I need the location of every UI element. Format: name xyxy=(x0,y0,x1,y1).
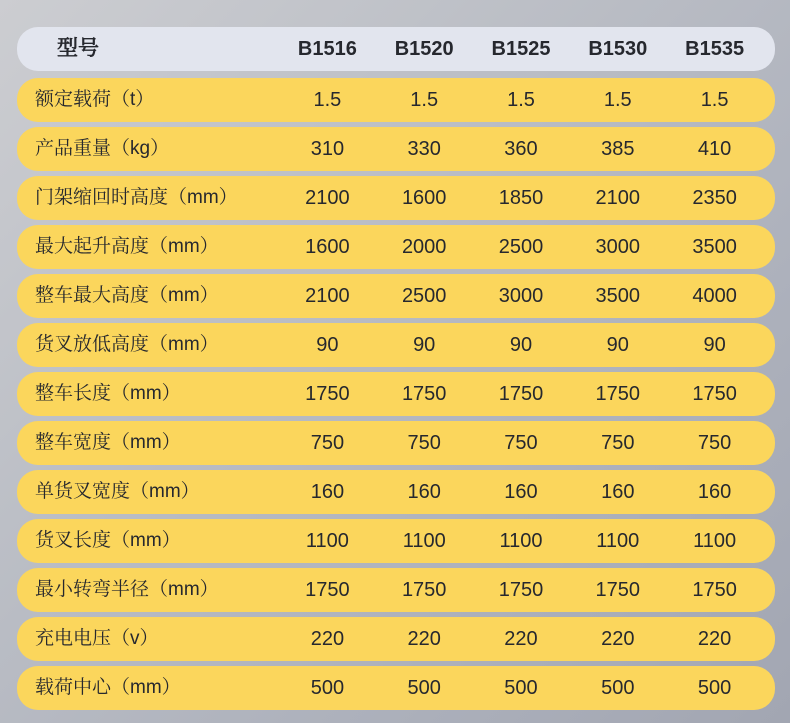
cell-value: 1750 xyxy=(401,383,447,405)
cell-value: 220 xyxy=(697,628,732,650)
table-row xyxy=(17,470,775,514)
cell-value: 1600 xyxy=(305,236,350,258)
cell-value: 220 xyxy=(601,628,635,650)
table-row xyxy=(17,127,775,171)
row-label: 整车最大高度（mm） xyxy=(35,285,219,306)
cell-value: 3000 xyxy=(595,236,641,258)
column-header-b1535: B1535 xyxy=(685,38,745,60)
cell-value: 90 xyxy=(703,334,726,356)
cell-value: 1.5 xyxy=(410,89,439,111)
cell-value: 1750 xyxy=(305,383,350,405)
cell-value: 1.5 xyxy=(700,89,729,111)
cell-value: 2350 xyxy=(692,187,737,209)
row-label: 产品重量（kg） xyxy=(35,138,170,159)
cell-value: 750 xyxy=(310,432,345,454)
cell-value: 1750 xyxy=(498,383,544,405)
row-label: 门架缩回时高度（mm） xyxy=(35,187,238,208)
cell-value: 160 xyxy=(504,481,538,503)
cell-value: 2100 xyxy=(305,187,350,209)
table-row xyxy=(17,421,775,465)
row-label: 单货叉宽度（mm） xyxy=(35,481,200,502)
cell-value: 220 xyxy=(504,628,538,650)
cell-value: 4000 xyxy=(692,285,737,307)
column-header-model: 型号 xyxy=(57,37,99,60)
cell-value: 1.5 xyxy=(603,89,632,111)
cell-value: 1750 xyxy=(595,383,641,405)
column-header-b1525: B1525 xyxy=(491,38,551,60)
cell-value: 220 xyxy=(310,628,345,650)
cell-value: 90 xyxy=(316,334,339,356)
cell-value: 90 xyxy=(413,334,436,356)
cell-value: 90 xyxy=(606,334,629,356)
table-body xyxy=(17,78,790,710)
cell-value: 1750 xyxy=(692,579,737,601)
cell-value: 1750 xyxy=(401,579,447,601)
cell-value: 220 xyxy=(407,628,441,650)
cell-value: 500 xyxy=(407,677,441,699)
table-row xyxy=(17,666,775,710)
row-label: 额定载荷（t） xyxy=(35,89,155,110)
cell-value: 1100 xyxy=(305,530,349,552)
cell-value: 1.5 xyxy=(507,89,535,111)
cell-value: 3000 xyxy=(498,285,544,307)
cell-value: 160 xyxy=(697,481,732,503)
cell-value: 750 xyxy=(504,432,538,454)
row-label: 充电电压（v） xyxy=(35,628,159,649)
table-row xyxy=(17,274,775,318)
cell-value: 500 xyxy=(504,677,538,699)
row-label: 最小转弯半径（mm） xyxy=(35,579,219,600)
column-header-b1516: B1516 xyxy=(297,38,357,60)
cell-value: 1750 xyxy=(595,579,641,601)
cell-value: 1750 xyxy=(498,579,544,601)
row-label: 整车宽度（mm） xyxy=(35,432,181,453)
cell-value: 160 xyxy=(310,481,345,503)
table-row xyxy=(17,323,775,367)
cell-value: 160 xyxy=(601,481,635,503)
table-row xyxy=(17,519,775,563)
table-row xyxy=(17,568,775,612)
cell-value: 1100 xyxy=(499,530,543,552)
cell-value: 160 xyxy=(407,481,441,503)
cell-value: 1850 xyxy=(498,187,544,209)
cell-value: 500 xyxy=(601,677,635,699)
cell-value: 330 xyxy=(407,138,441,160)
table-row xyxy=(17,78,775,122)
cell-value: 1100 xyxy=(402,530,446,552)
cell-value: 750 xyxy=(407,432,441,454)
cell-value: 1750 xyxy=(305,579,350,601)
cell-value: 1100 xyxy=(693,530,737,552)
cell-value: 3500 xyxy=(595,285,641,307)
table-header-row xyxy=(17,27,775,71)
cell-value: 310 xyxy=(310,138,345,160)
cell-value: 2100 xyxy=(595,187,641,209)
table-row xyxy=(17,372,775,416)
cell-value: 410 xyxy=(697,138,732,160)
cell-value: 2100 xyxy=(305,285,350,307)
row-label: 货叉放低高度（mm） xyxy=(35,334,219,355)
row-label: 最大起升高度（mm） xyxy=(35,236,219,257)
row-label: 货叉长度（mm） xyxy=(35,530,181,551)
cell-value: 500 xyxy=(697,677,732,699)
cell-value: 750 xyxy=(601,432,635,454)
cell-value: 2000 xyxy=(401,236,447,258)
cell-value: 3500 xyxy=(692,236,737,258)
cell-value: 2500 xyxy=(401,285,447,307)
cell-value: 1100 xyxy=(596,530,640,552)
cell-value: 360 xyxy=(504,138,538,160)
table-row xyxy=(17,176,775,220)
cell-value: 1.5 xyxy=(313,89,342,111)
column-header-b1530: B1530 xyxy=(588,38,648,60)
table-row xyxy=(17,617,775,661)
cell-value: 500 xyxy=(310,677,345,699)
cell-value: 385 xyxy=(601,138,635,160)
row-label: 载荷中心（mm） xyxy=(35,677,181,698)
cell-value: 1600 xyxy=(401,187,447,209)
row-label: 整车长度（mm） xyxy=(35,383,181,404)
cell-value: 2500 xyxy=(498,236,544,258)
table-row xyxy=(17,225,775,269)
cell-value: 1750 xyxy=(692,383,737,405)
cell-value: 90 xyxy=(509,334,533,356)
cell-value: 750 xyxy=(697,432,732,454)
column-header-b1520: B1520 xyxy=(394,38,454,60)
